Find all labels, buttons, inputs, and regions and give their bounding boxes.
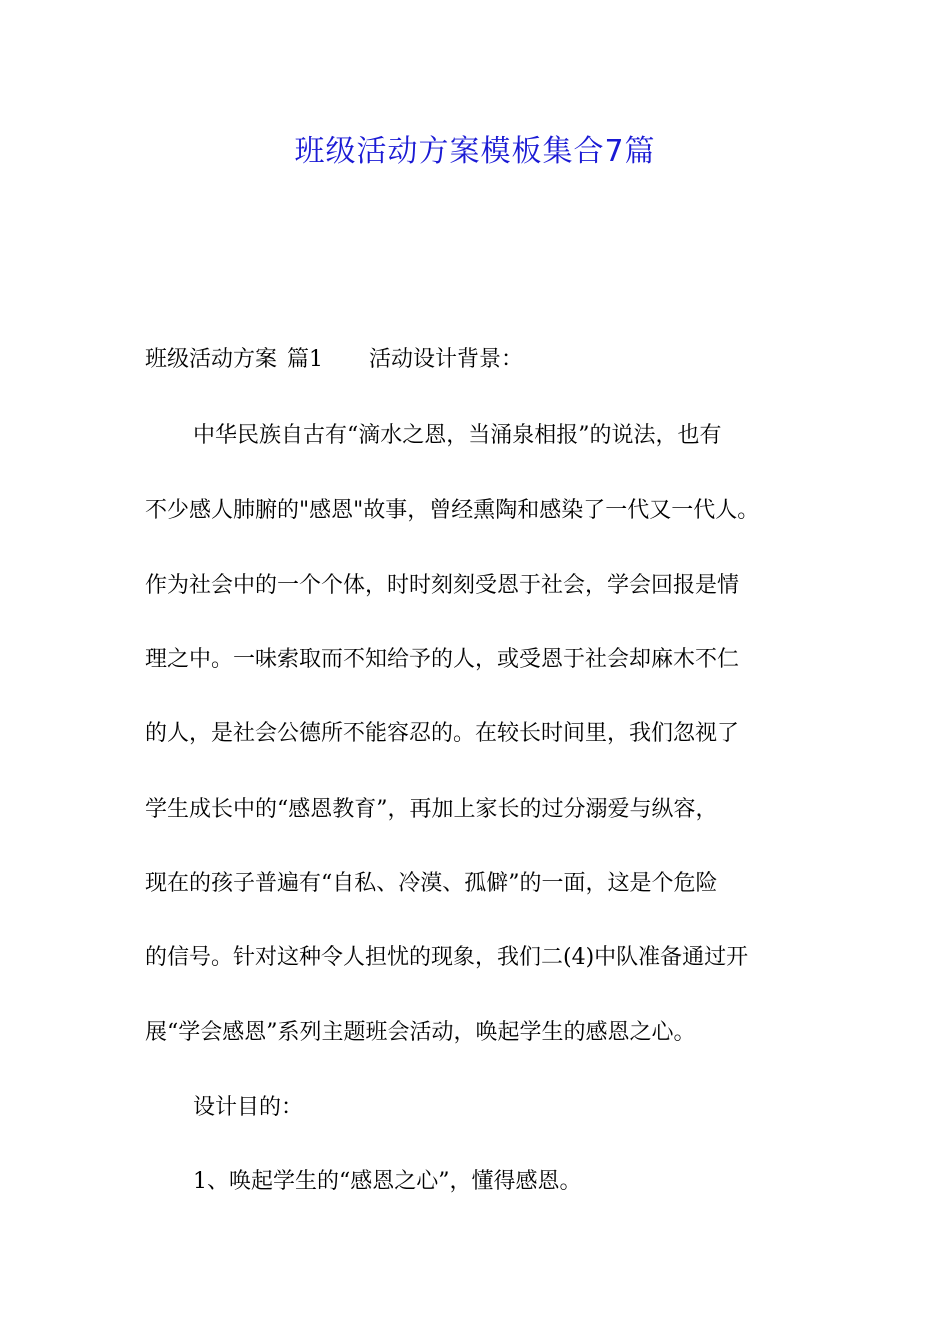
paragraph-line: 设计目的： [193,1095,304,1120]
section-heading [145,345,523,375]
section-label: 班级活动方案 [145,347,278,372]
paragraph-line: 的信号。针对这种令人担忧的现象，我们二(4)中队准备通过开 [145,945,749,970]
paragraph-line: 不少感人肺腑的"感恩"故事，曾经熏陶和感染了一代又一代人。 [145,498,760,523]
paragraph-line: 展“学会感恩”系列主题班会活动，唤起学生的感恩之心。 [145,1020,696,1045]
paragraph-line: 1、唤起学生的“感恩之心”，懂得感恩。 [193,1169,582,1194]
section-number: 篇1 [287,347,324,372]
paragraph-line: 理之中。一味索取而不知给予的人，或受恩于社会却麻木不仁 [145,647,740,672]
paragraph-line: 现在的孩子普遍有“自私、冷漠、孤僻”的一面，这是个危险 [145,871,718,896]
paragraph-line: 作为社会中的一个个体，时时刻刻受恩于社会，学会回报是情 [145,573,740,598]
paragraph-line: 的人，是社会公德所不能容忍的。在较长时间里，我们忽视了 [145,721,740,746]
section-subheading: 活动设计背景： [369,347,524,372]
document-title: 班级活动方案模板集合7篇 [294,134,656,169]
paragraph-line: 中华民族自古有“滴水之恩，当涌泉相报”的说法，也有 [193,423,722,448]
paragraph-line: 学生成长中的“感恩教育”，再加上家长的过分溺爱与纵容， [145,797,718,822]
